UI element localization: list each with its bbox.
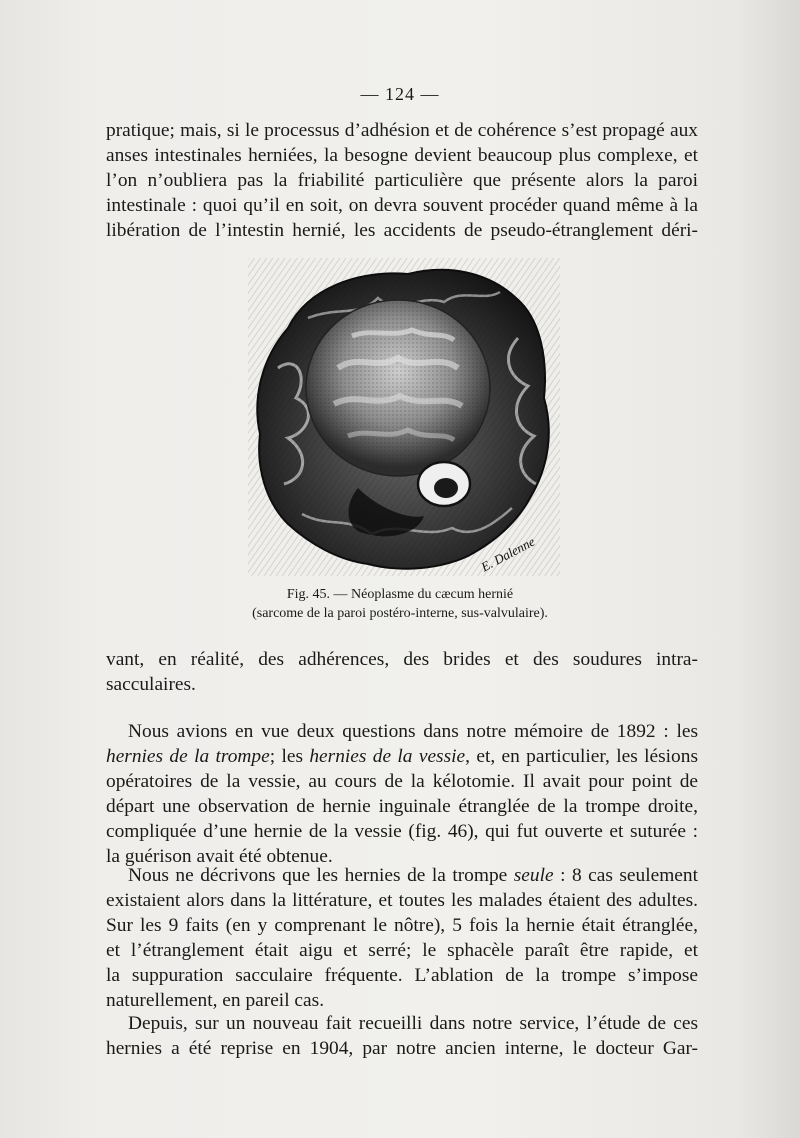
text-line: [106, 744, 698, 769]
text-line: [106, 863, 698, 888]
text-line: Depuis, sur un nouveau fait recueilli dans notre service, l’étude de ces: [128, 1013, 698, 1034]
paragraph-nous-ne: [106, 863, 698, 1013]
italic-term: seule: [513, 865, 554, 886]
text-line: pratique; mais, si le processus d’adhésion et de cohérence s’est propagé aux: [106, 120, 698, 141]
text-line: naturellement, en pareil cas.: [106, 990, 325, 1011]
italic-term: hernies de la trompe: [106, 746, 270, 767]
text-fragment: : 8 cas seulement: [553, 865, 698, 886]
text-line: anses intestinales herniées, la besogne devient beaucoup plus complexe, et: [106, 145, 698, 166]
caption-line: (sarcome de la paroi postéro-interne, sus-valvulaire).: [252, 606, 548, 621]
paragraph-continuation: [106, 647, 698, 697]
caption-line: Fig. 45. — Néoplasme du cæcum hernié: [286, 587, 514, 602]
text-line: la suppuration sacculaire fréquente. L’ablation de la trompe s’impose: [106, 965, 698, 986]
text-line: départ une observation de hernie inguinale étranglée de la trompe droite,: [106, 796, 698, 817]
paragraph-depuis: [106, 1011, 698, 1061]
text-line: et l’étranglement était aigu et serré; le sphacèle paraît être rapide, et: [106, 940, 698, 961]
paragraph-nous-avions: [106, 719, 698, 869]
text-fragment: ; les: [269, 746, 310, 767]
text-line: sacculaires.: [106, 674, 196, 695]
figure-illustration: [248, 258, 560, 576]
text-fragment: Nous ne décrivons que les hernies de la trompe: [128, 865, 514, 886]
italic-term: hernies de la vessie: [309, 746, 466, 767]
text-line: existaient alors dans la littérature, et toutes les malades étaient des adultes.: [106, 890, 698, 911]
paragraph-top: [106, 118, 698, 243]
engraver-signature: E. Dalenne: [478, 533, 538, 575]
text-line: hernies a été reprise en 1904, par notre ancien interne, le docteur Gar-: [106, 1038, 698, 1059]
text-fragment: , et, en particulier, les lésions: [465, 746, 698, 767]
page-number: — 124 —: [360, 84, 440, 104]
text-line: vant, en réalité, des adhérences, des brides et des soudures intra-: [106, 649, 698, 670]
text-line: Sur les 9 faits (en y comprenant le nôtre), 5 fois la hernie était étranglée,: [106, 915, 698, 936]
text-line: Nous avions en vue deux questions dans notre mémoire de 1892 : les: [128, 721, 698, 742]
text-line: compliquée d’une hernie de la vessie (fig. 46), qui fut ouverte et suturée :: [106, 821, 698, 842]
text-line: la guérison avait été obtenue.: [106, 846, 333, 867]
text-line: l’on n’oubliera pas la friabilité particulière que présente alors la paroi: [106, 170, 698, 191]
figure-caption: [0, 585, 800, 623]
text-line: opératoires de la vessie, au cours de la kélotomie. Il avait pour point de: [106, 771, 698, 792]
text-line: intestinale : quoi qu’il en soit, on devra souvent procéder quand même à la: [106, 195, 698, 216]
text-line: libération de l’intestin hernié, les accidents de pseudo-étranglement déri-: [106, 220, 698, 241]
